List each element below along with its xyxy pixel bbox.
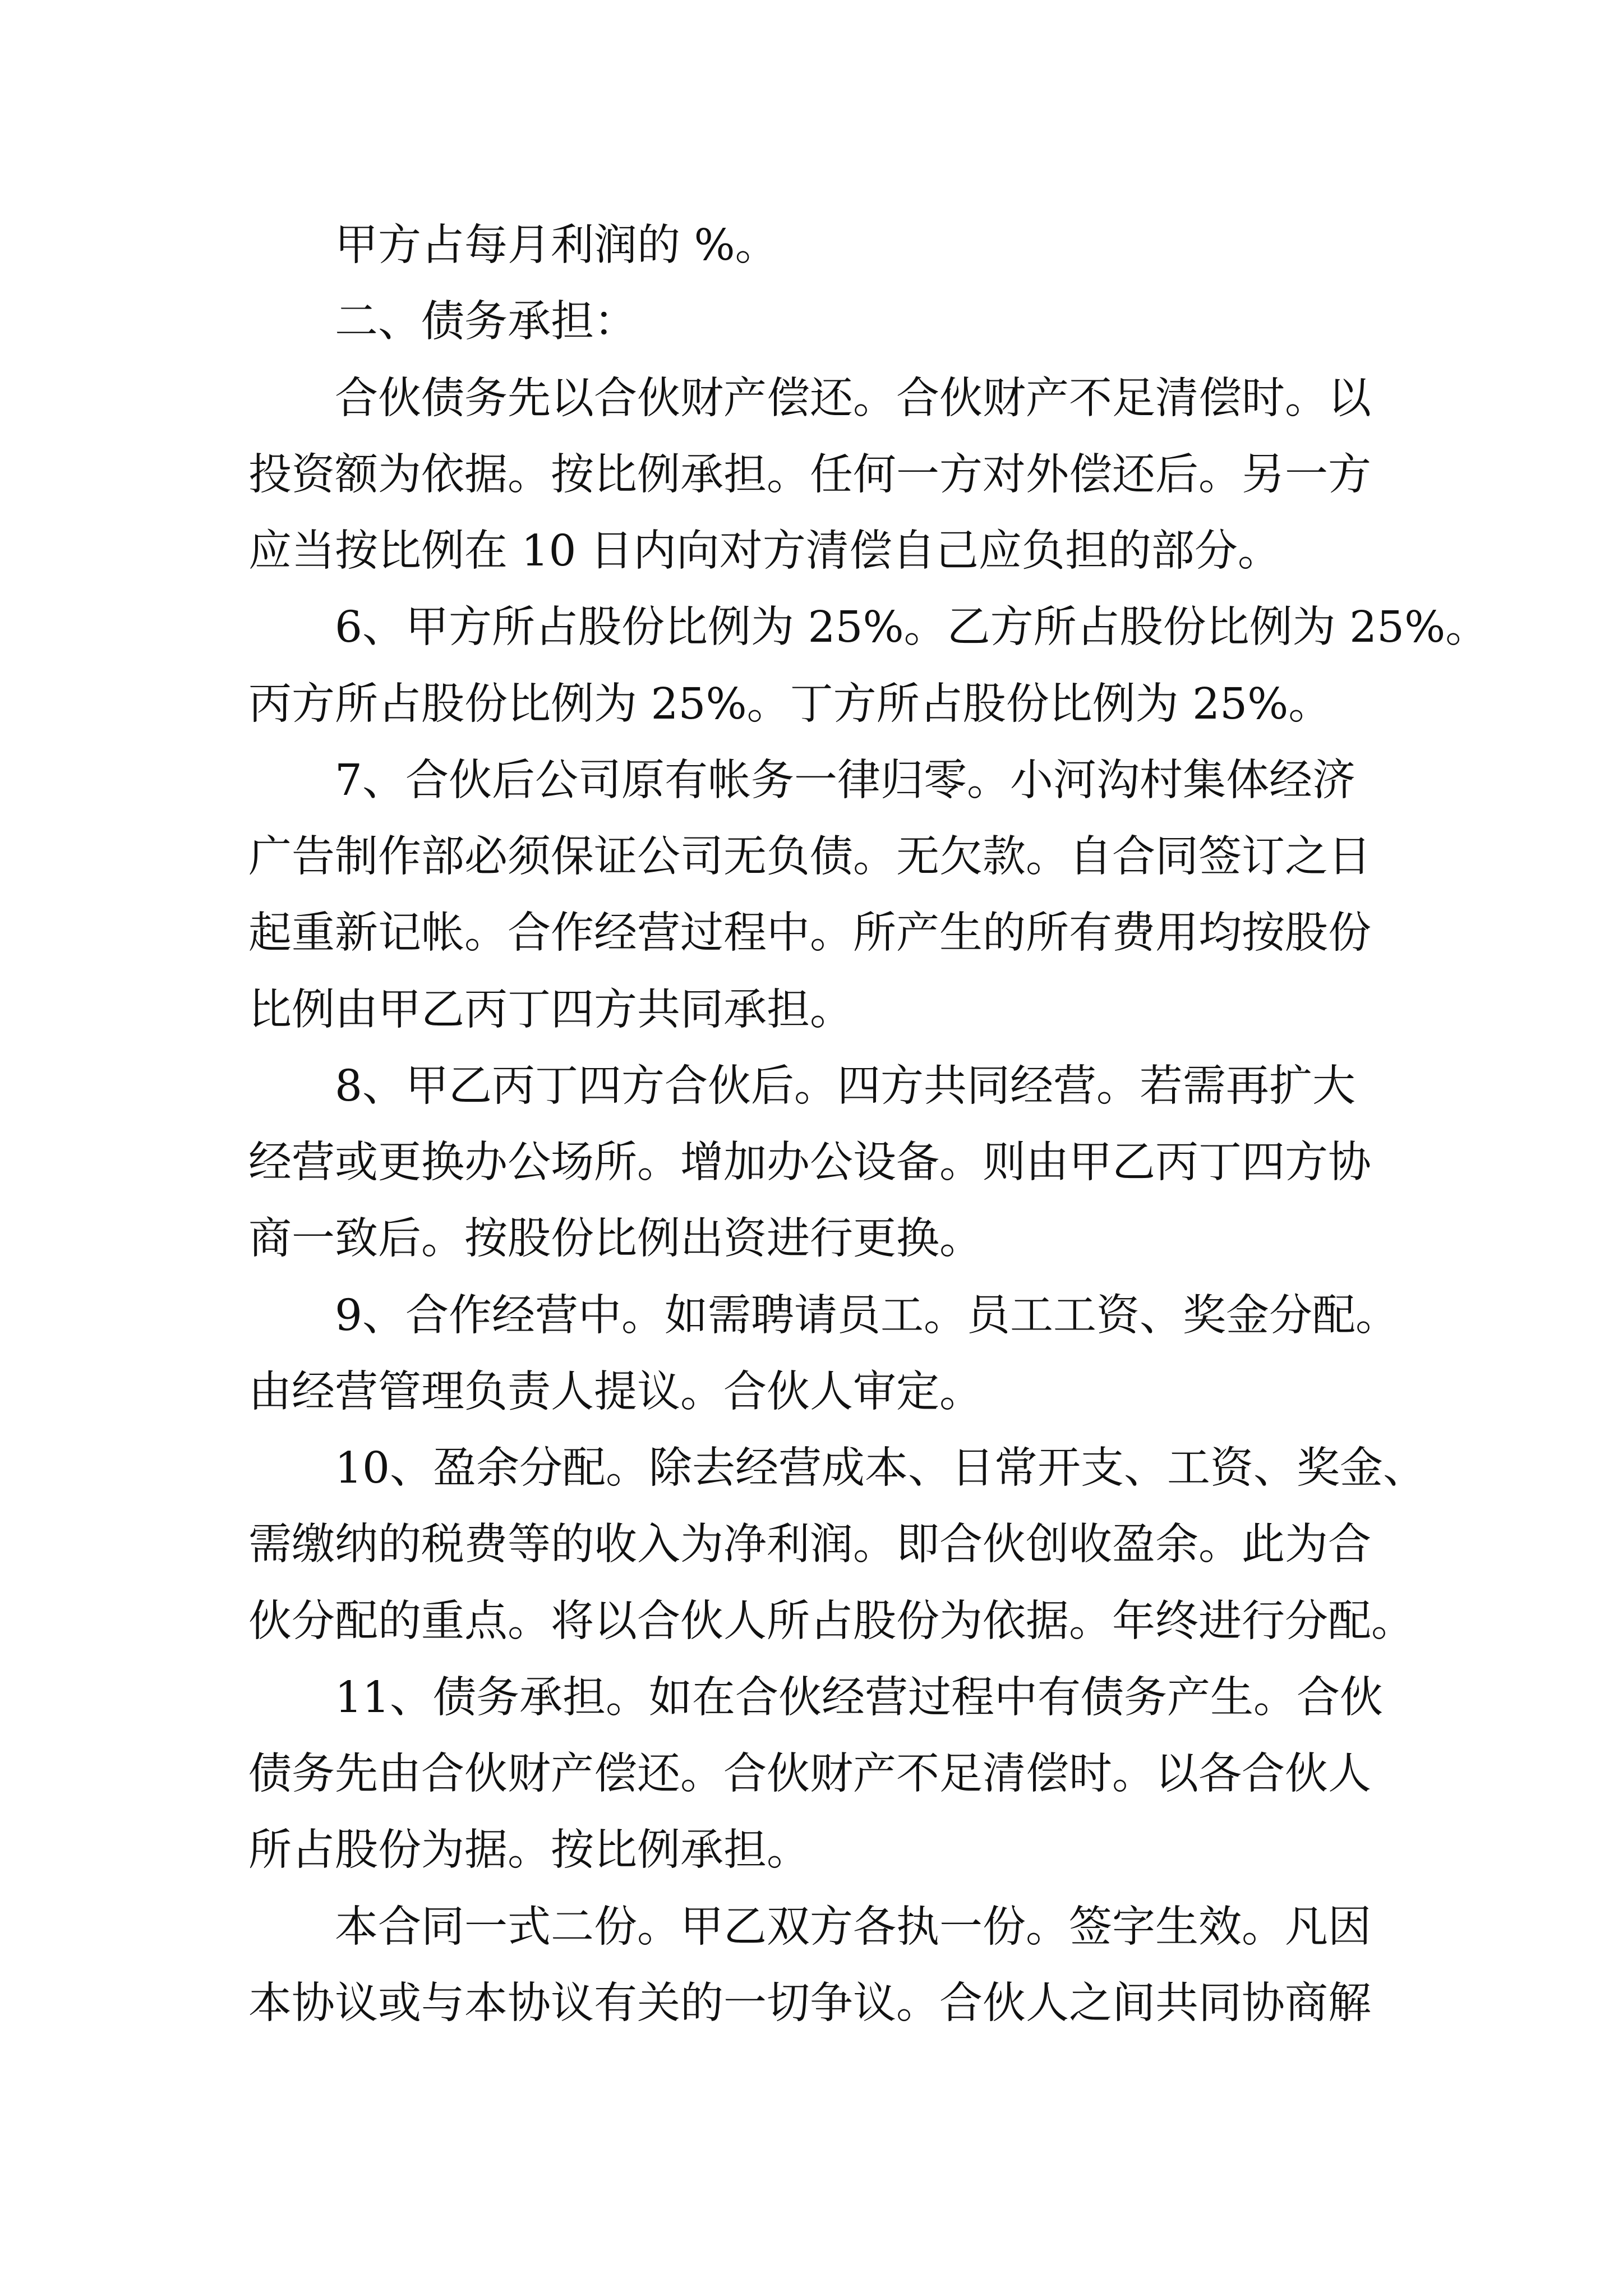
text-line: 11、债务承担。如在合伙经营过程中有债务产生。合伙 <box>335 1672 1383 1723</box>
text-line: 比例由甲乙丙丁四方共同承担。 <box>248 984 853 1035</box>
text-line: 8、甲乙丙丁四方合伙后。四方共同经营。若需再扩大 <box>335 1061 1355 1111</box>
text-line: 合伙债务先以合伙财产偿还。合伙财产不足清偿时。以 <box>335 373 1371 424</box>
text-line: 本合同一式二份。甲乙双方各执一份。签字生效。凡因 <box>335 1902 1371 1952</box>
paragraph-clause-6 <box>248 590 1489 743</box>
text-line: 应当按比例在 10 日内向对方清偿自己应负担的部分。 <box>248 526 1281 576</box>
text-line: 丙方所占股份比例为 25%。丁方所占股份比例为 25%。 <box>248 679 1332 729</box>
text-line: 经营或更换办公场所。增加办公设备。则由甲乙丙丁四方协 <box>248 1138 1371 1188</box>
paragraph-debt-heading <box>248 284 1437 360</box>
document-body <box>248 208 1489 2042</box>
text-line: 商一致后。按股份比例出资进行更换。 <box>248 1214 983 1264</box>
text-line: 本协议或与本协议有关的一切争议。合伙人之间共同协商解 <box>248 1978 1371 2028</box>
paragraph-profit-share <box>248 208 1437 284</box>
text-line: 9、合作经营中。如需聘请员工。员工工资、奖金分配。 <box>335 1290 1399 1341</box>
paragraph-contract-copies <box>248 1889 1437 2042</box>
text-line: 7、合伙后公司原有帐务一律归零。小河沟村集体经济 <box>335 755 1355 806</box>
paragraph-clause-10 <box>248 1430 1437 1660</box>
text-line: 由经营管理负责人提议。合伙人审定。 <box>248 1366 983 1417</box>
text-line: 广告制作部必须保证公司无负债。无欠款。自合同签订之日 <box>248 832 1371 882</box>
text-line: 所占股份为据。按比例承担。 <box>248 1825 810 1876</box>
paragraph-clause-8 <box>248 1048 1437 1278</box>
section-heading: 二、债务承担： <box>335 297 637 347</box>
paragraph-debt-repayment <box>248 361 1437 590</box>
paragraph-clause-7 <box>248 743 1437 1048</box>
text-line: 债务先由合伙财产偿还。合伙财产不足清偿时。以各合伙人 <box>248 1749 1371 1799</box>
text-line: 投资额为依据。按比例承担。任何一方对外偿还后。另一方 <box>248 449 1371 500</box>
paragraph-clause-11 <box>248 1660 1437 1889</box>
text-line: 6、甲方所占股份比例为 25%。乙方所占股份比例为 25%。 <box>335 602 1489 653</box>
text-line: 需缴纳的税费等的收入为净利润。即合伙创收盈余。此为合 <box>248 1520 1371 1570</box>
text-line: 10、盈余分配。除去经营成本、日常开支、工资、奖金、 <box>335 1443 1426 1493</box>
text-line: 起重新记帐。合作经营过程中。所产生的所有费用均按股份 <box>248 908 1371 959</box>
text-line: 甲方占每月利润的 %。 <box>335 220 778 270</box>
text-line: 伙分配的重点。将以合伙人所占股份为依据。年终进行分配。 <box>248 1596 1414 1646</box>
paragraph-clause-9 <box>248 1278 1437 1431</box>
